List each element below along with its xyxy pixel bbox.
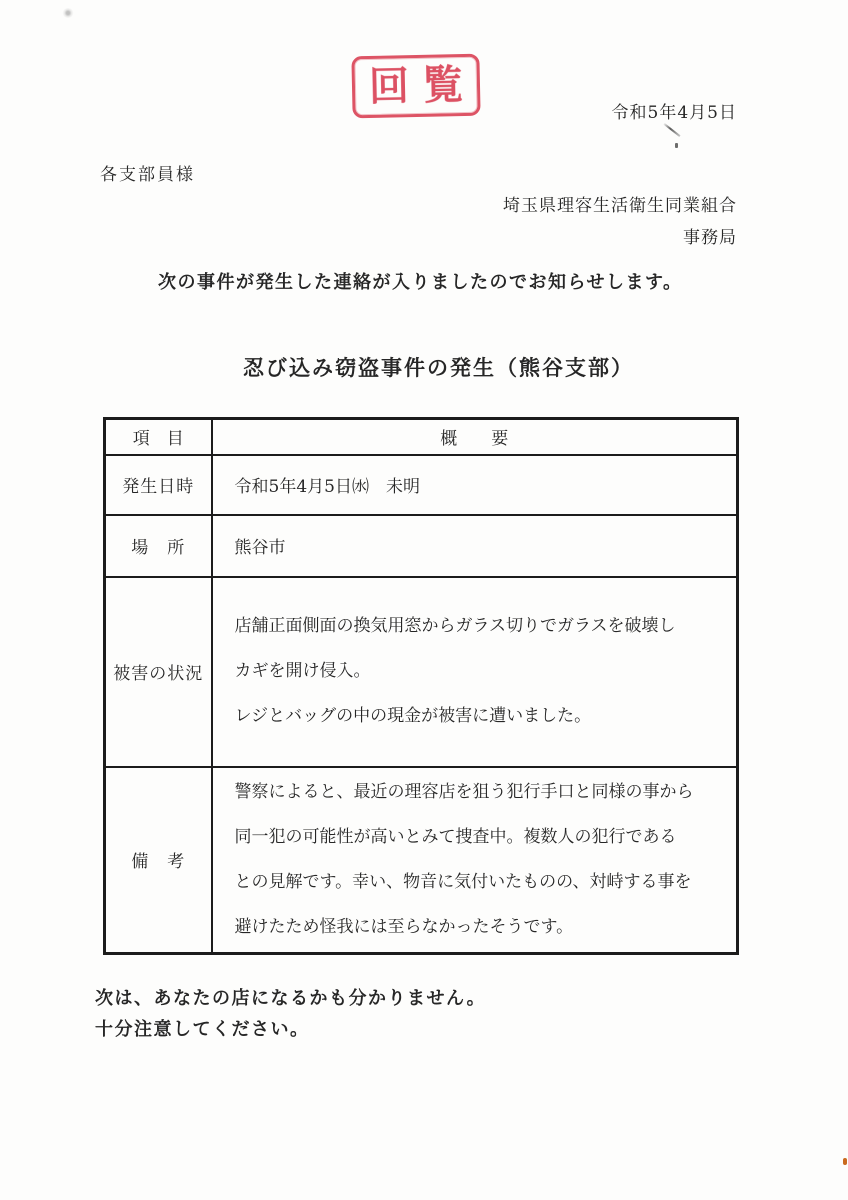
circulation-stamp-text: 回覧 xyxy=(368,60,478,110)
header-item: 項 目 xyxy=(105,419,212,455)
row-label-place: 場 所 xyxy=(105,515,212,577)
footer-warning xyxy=(95,983,486,1045)
notes-line: 同一犯の可能性が高いとみて捜査中。複数人の犯行である xyxy=(234,826,677,847)
issue-date: 令和5年4月5日 xyxy=(611,103,737,123)
footer-warning-line: 次は、あなたの店になるかも分かりません。 xyxy=(95,988,487,1009)
table-row-datetime xyxy=(105,455,738,515)
sender-block xyxy=(503,190,737,254)
intro-sentence: 次の事件が発生した連絡が入りましたのでお知らせします。 xyxy=(158,272,683,293)
scan-smudge xyxy=(62,8,74,18)
incident-table xyxy=(103,417,739,955)
row-value-notes xyxy=(212,767,738,954)
row-label-damage: 被害の状況 xyxy=(105,577,212,767)
row-label-notes: 備 考 xyxy=(105,767,212,954)
row-value-damage xyxy=(212,577,738,767)
damage-line: 店舗正面側面の換気用窓からガラス切りでガラスを破壊し xyxy=(234,616,676,636)
header-summary: 概 要 xyxy=(212,419,738,455)
table-header-row xyxy=(105,419,738,455)
table-row-damage xyxy=(105,577,738,767)
row-label-datetime: 発生日時 xyxy=(105,455,212,515)
footer-warning-line: 十分注意してください。 xyxy=(95,1019,310,1040)
scan-speck xyxy=(843,1158,847,1165)
sender-department: 事務局 xyxy=(683,228,737,248)
pen-mark xyxy=(660,127,686,153)
row-value-datetime: 令和5年4月5日㈬ 未明 xyxy=(212,455,738,515)
notes-line: 避けたため怪我には至らなかったそうです。 xyxy=(234,916,574,937)
addressee: 各支部員様 xyxy=(100,165,195,185)
damage-line: カギを開け侵入。 xyxy=(234,661,371,681)
notes-line: 警察によると、最近の理容店を狙う犯行手口と同様の事から xyxy=(234,781,694,802)
table-row-place xyxy=(105,515,738,577)
page-title: 忍び込み窃盗事件の発生（熊谷支部） xyxy=(243,355,634,380)
circulation-stamp xyxy=(351,54,480,119)
row-value-place: 熊谷市 xyxy=(212,515,738,577)
damage-line: レジとバッグの中の現金が被害に遭いました。 xyxy=(234,706,592,726)
sender-organization: 埼玉県理容生活衛生同業組合 xyxy=(503,196,737,216)
notes-line: との見解です。幸い、物音に気付いたものの、対峙する事を xyxy=(234,871,692,892)
table-row-notes xyxy=(105,767,738,954)
